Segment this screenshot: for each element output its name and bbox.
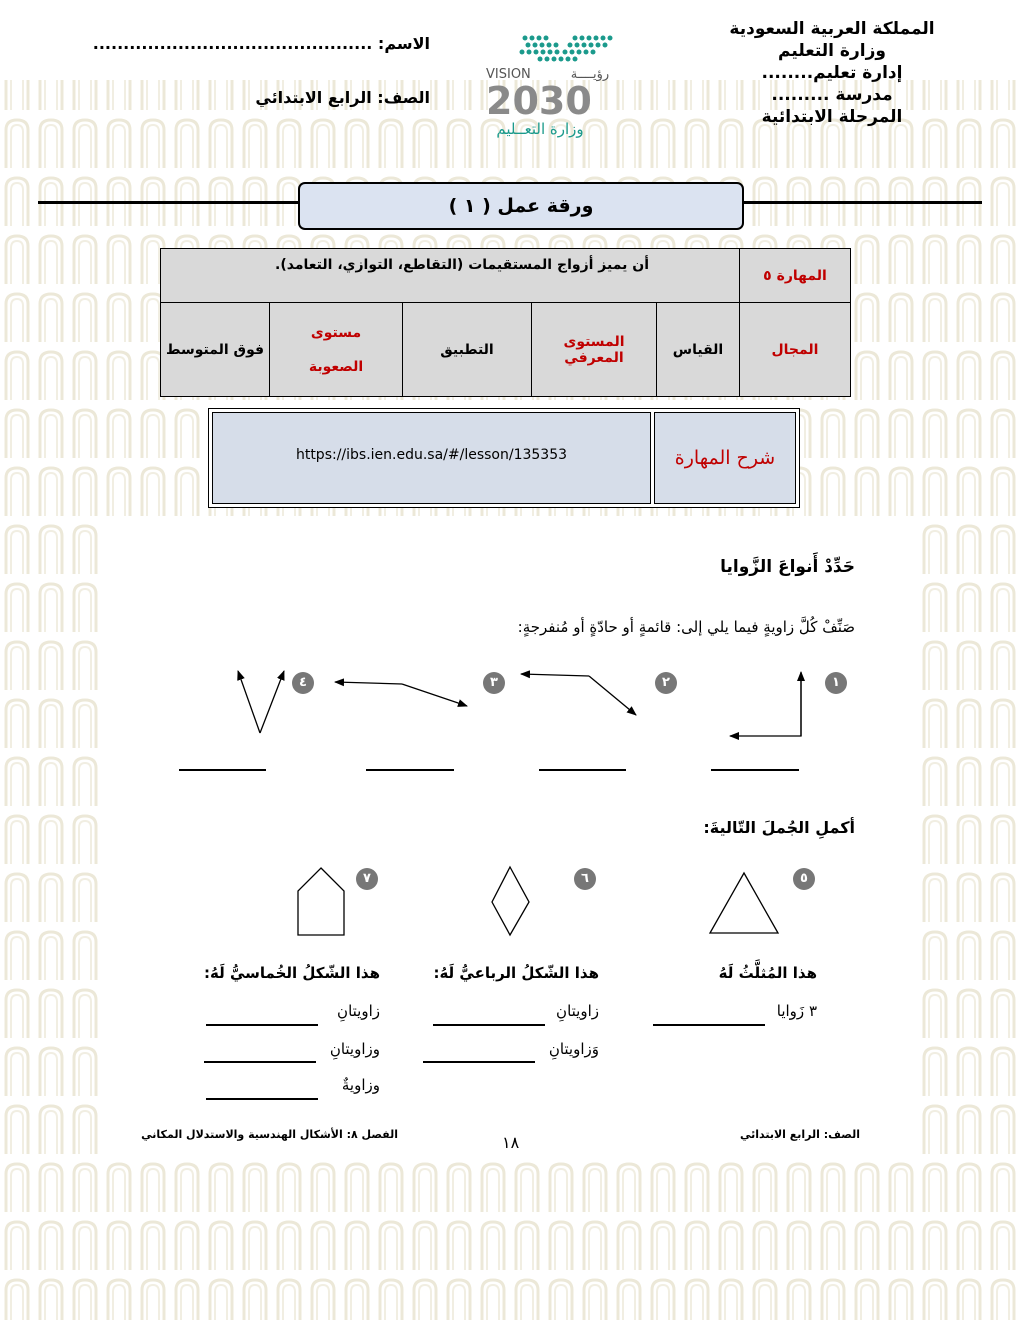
rhombus-line1-label: زاويتانِ (556, 1002, 599, 1020)
cognitive-value: التطبيق (403, 303, 532, 397)
section-title: حَدِّدْ أَنواعَ الزَّوايا (720, 557, 855, 577)
angle-right (730, 672, 801, 736)
footer-grade: الصف: الرابع الابتدائي (739, 1128, 860, 1141)
grade-label: الصف: الرابع الابتدائي (255, 88, 430, 107)
triangle-shape (710, 873, 778, 933)
angle-acute (238, 671, 284, 733)
complete-title: أكملِ الجُملَ التّاليةَ: (703, 818, 855, 837)
triangle-line-label: ٣ زَوايا (776, 1002, 817, 1020)
domain-label: المجال (740, 303, 851, 397)
question-badge-1: ١ (825, 672, 847, 694)
shape-badge-7: ٧ (356, 868, 378, 890)
pentagon-line3-label: وزاويةٌ (341, 1076, 380, 1094)
difficulty-label: مستوى الصعوبة (270, 303, 403, 397)
pentagon-answer-line-1[interactable] (206, 1024, 318, 1026)
student-name-field: الاسم: .............................................. (92, 34, 430, 53)
worksheet-title: ورقة عمل ( ١ ) (298, 182, 744, 230)
pentagon-line1-label: زاويتانِ (337, 1002, 380, 1020)
question-badge-2: ٢ (655, 672, 677, 694)
classify-instruction: صَنِّفْ كُلَّ زاويةٍ فيما يلي إلى: قائمةٍ أو حادّةٍ أو مُنفرجةٍ: (517, 618, 855, 636)
rhombus-shape (492, 867, 529, 935)
svg-text:2030: 2030 (486, 79, 592, 123)
svg-text:VISION: VISION (486, 67, 531, 82)
difficulty-value: فوق المتوسط (161, 303, 270, 397)
cognitive-label: المستوى المعرفي (532, 303, 657, 397)
footer-chapter: الفصل ٨: الأشكال الهندسية والاستدلال المكاني (141, 1128, 398, 1141)
explanation-label: شرح المهارة (654, 412, 796, 504)
stage-name: المرحلة الابتدائية (761, 107, 903, 127)
pentagon-shape (298, 868, 344, 935)
pentagon-line2-label: وزاويتانِ (329, 1040, 380, 1058)
angle-obtuse-3 (335, 682, 467, 706)
page-number: ١٨ (502, 1133, 520, 1152)
svg-text:وزارة التعــليم: وزارة التعــليم (496, 120, 584, 138)
domain-value: القياس (657, 303, 740, 397)
country-name: المملكة العربية السعودية (729, 19, 935, 39)
shape-badge-5: ٥ (793, 868, 815, 890)
question-badge-3: ٣ (483, 672, 505, 694)
lesson-link[interactable]: https://ibs.ien.edu.sa/#/lesson/135353 (212, 412, 651, 504)
question-badge-4: ٤ (292, 672, 314, 694)
rhombus-line2-label: وَزاويتانِ (548, 1040, 599, 1058)
triangle-sentence: هذا المُثلَّثُ لَهُ (718, 964, 817, 982)
svg-text:رؤيــــة: رؤيــــة (570, 67, 610, 82)
rhombus-answer-line-2[interactable] (423, 1061, 535, 1063)
triangle-answer-line[interactable] (653, 1024, 765, 1026)
pentagon-answer-line-2[interactable] (204, 1061, 316, 1063)
pentagon-answer-line-3[interactable] (206, 1098, 318, 1100)
skill-text: أن يميز أزواج المستقيمات (التقاطع، التوازي، التعامد). (161, 249, 740, 303)
school-field: مدرسة ......... (771, 85, 893, 105)
rhombus-sentence: هذا الشّكلُ الرباعيُّ لَهُ: (433, 964, 599, 982)
rhombus-answer-line-1[interactable] (433, 1024, 545, 1026)
skill-label: المهارة ٥ (740, 249, 851, 303)
pentagon-sentence: هذا الشّكلُ الخُماسيُّ لَهُ: (204, 964, 380, 982)
angle-obtuse-2 (521, 674, 636, 715)
directorate-field: إدارة تعليم........ (761, 63, 903, 83)
ministry-name: وزارة التعليم (778, 41, 886, 61)
shape-badge-6: ٦ (574, 868, 596, 890)
